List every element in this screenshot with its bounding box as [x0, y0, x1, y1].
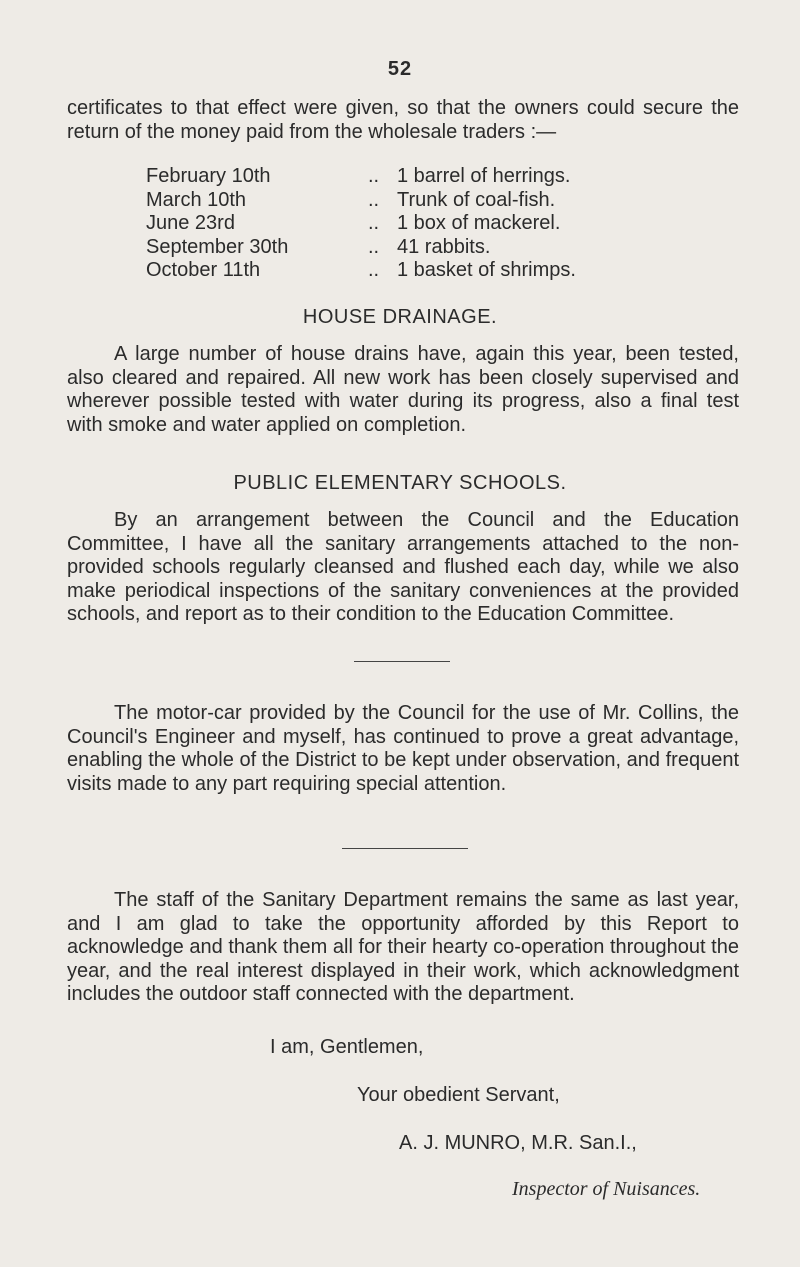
staff-paragraph: The staff of the Sanitary Department remains the same as last year, and I am glad to take the opportunity afforded by this Report to acknowledge and thank them all for their hearty co-operation throughout the year, and the real interest displayed in their work, which acknowledgment includes the outdoor staff connected with the department.: [67, 889, 739, 1005]
list-dots: ..: [368, 165, 380, 187]
list-item-text: 1 basket of shrimps.: [397, 259, 576, 281]
list-item-text: Trunk of coal-fish.: [397, 188, 556, 211]
list-date: September 30th: [146, 235, 289, 258]
list-date: March 10th: [146, 188, 247, 211]
list-item: [146, 236, 706, 260]
list-item-text: 41 rabbits.: [397, 235, 491, 258]
list-date: June 23rd: [146, 212, 235, 234]
list-item: [146, 259, 706, 283]
house-drainage-paragraph: A large number of house drains have, again this year, been tested, also cleared and repaired. All new work has been closely supervised and wherever possible tested with water during its progress, also a final test with smoke and water applied on completion.: [67, 343, 739, 436]
section-divider: [342, 848, 468, 849]
signatory-title: Inspector of Nuisances.: [512, 1178, 701, 1200]
list-item: [146, 212, 706, 236]
list-dots: ..: [368, 188, 380, 211]
schools-paragraph: By an arrangement between the Council and the Education Committee, I have all the sanitary arrangements attached to the non-provided schools regularly cleansed and flushed each day, while we also make periodical inspections of the sanitary conveniences at the provided schools, and report as to their condition to the Education Committee.: [67, 509, 739, 625]
list-dots: ..: [368, 235, 380, 258]
list-dots: ..: [368, 259, 380, 281]
list-item: [146, 165, 706, 189]
list-item: [146, 189, 706, 213]
signatory-name: A. J. MUNRO, M.R. San.I.,: [399, 1132, 637, 1154]
house-drainage-heading: HOUSE DRAINAGE.: [302, 306, 498, 328]
list-date: February 10th: [146, 165, 271, 187]
list-item-text: 1 barrel of herrings.: [397, 165, 571, 187]
schools-heading: PUBLIC ELEMENTARY SCHOOLS.: [233, 472, 567, 494]
list-dots: ..: [368, 212, 380, 234]
section-divider: [354, 661, 450, 662]
intro-paragraph: certificates to that effect were given, so that the owners could secure the return of the money paid from the wholesale traders :—: [67, 97, 739, 143]
motor-car-paragraph: The motor-car provided by the Council for the use of Mr. Collins, the Council's Engineer and myself, has continued to prove a great advantage, enabling the whole of the District to be kept under observation, and frequent visits made to any part requiring special attention.: [67, 702, 739, 795]
list-item-text: 1 box of mackerel.: [397, 212, 561, 234]
list-date: October 11th: [146, 259, 261, 281]
seizure-list: [146, 165, 706, 283]
salutation: I am, Gentlemen,: [270, 1036, 424, 1058]
valediction: Your obedient Servant,: [357, 1084, 560, 1106]
page-number: 52: [387, 58, 413, 80]
